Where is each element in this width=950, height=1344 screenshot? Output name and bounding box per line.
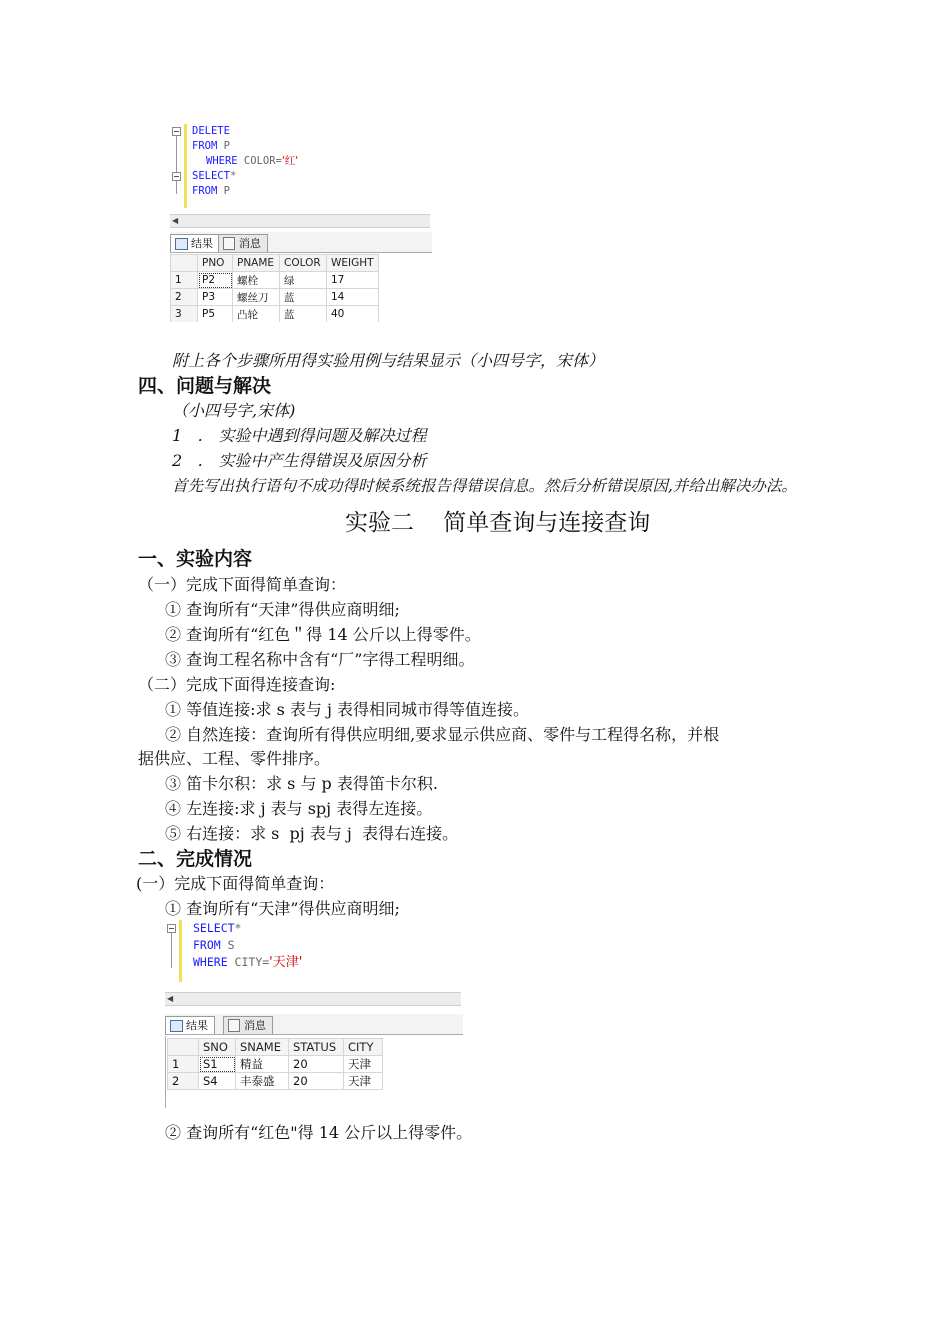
attachment-note: 附上各个步骤所用得实验用例与结果显示（小四号字，宋体） <box>172 351 605 370</box>
code-line: WHERE COLOR='红' <box>206 155 299 167</box>
grid-icon <box>170 1020 183 1032</box>
tab-messages[interactable]: 消息 <box>218 234 268 252</box>
table-cell[interactable]: 精益 <box>236 1056 289 1073</box>
collapse-icon[interactable] <box>167 924 176 933</box>
section-heading-problems: 四、问题与解决 <box>138 375 272 397</box>
section-heading-content: 一、实验内容 <box>138 548 253 570</box>
column-header[interactable]: STATUS <box>289 1039 344 1056</box>
task-item: ③ 笛卡尔积：求 s 与 p 表得笛卡尔积. <box>165 774 438 793</box>
table-cell[interactable]: 丰泰盛 <box>236 1073 289 1090</box>
result-tabs <box>170 232 432 253</box>
query-screenshot-tianjin <box>165 918 463 1108</box>
horizontal-scrollbar[interactable] <box>165 992 461 1006</box>
table-cell[interactable]: 蓝 <box>280 289 327 306</box>
code-line: FROM P <box>192 185 230 197</box>
table-cell[interactable]: P3 <box>198 289 233 306</box>
task-item: ① 等值连接:求 s 表与 j 表得相同城市得等值连接。 <box>165 700 529 719</box>
subsection-label: （一）完成下面得简单查询： <box>138 575 347 594</box>
horizontal-scrollbar[interactable] <box>170 214 430 228</box>
grid-icon <box>175 238 188 250</box>
messages-icon <box>228 1019 240 1032</box>
task-item: ② 查询所有“红色"得 14 公斤以上得零件。 <box>165 1123 473 1142</box>
code-line: WHERE CITY='天津' <box>193 955 303 970</box>
table-cell[interactable]: S1 <box>199 1056 236 1073</box>
table-cell[interactable]: P5 <box>198 306 233 323</box>
table-cell[interactable]: P2 <box>198 272 233 289</box>
table-row[interactable]: 2 P3 螺丝刀 蓝 14 <box>171 289 379 306</box>
results-grid[interactable] <box>167 1038 383 1090</box>
table-cell[interactable]: 绿 <box>280 272 327 289</box>
sql-editor[interactable] <box>165 918 463 990</box>
task-item: ① 查询所有“天津”得供应商明细; <box>165 600 400 619</box>
table-cell[interactable]: S4 <box>199 1073 236 1090</box>
column-header[interactable]: COLOR <box>280 255 327 272</box>
tab-results[interactable]: 结果 <box>170 234 220 252</box>
table-cell[interactable]: 天津 <box>344 1073 383 1090</box>
query-screenshot-delete <box>170 122 432 322</box>
instruction-paragraph: 首先写出执行语句不成功得时候系统报告得错误信息。然后分析错误原因,并给出解决办法。 <box>172 477 797 495</box>
code-line: SELECT* <box>165 920 463 937</box>
table-cell[interactable]: 14 <box>327 289 379 306</box>
code-line: SELECT* <box>170 169 432 184</box>
task-item: ③ 查询工程名称中含有“厂”字得工程明细。 <box>165 650 475 669</box>
grid-header-row <box>168 1039 383 1056</box>
column-header[interactable]: SNO <box>199 1039 236 1056</box>
column-header[interactable]: PNAME <box>233 255 280 272</box>
column-header[interactable]: CITY <box>344 1039 383 1056</box>
messages-icon <box>223 237 235 250</box>
list-item: 1 ． 实验中遇到得问题及解决过程 <box>172 426 427 445</box>
task-item: ④ 左连接:求 j 表与 spj 表得左连接。 <box>165 799 433 818</box>
table-row[interactable]: 3 P5 凸轮 蓝 40 <box>171 306 379 323</box>
table-cell[interactable]: 40 <box>327 306 379 323</box>
scroll-left-icon[interactable]: ◀ <box>167 994 174 1003</box>
task-item-continued: 据供应、工程、零件排序。 <box>138 749 331 768</box>
table-cell[interactable]: 螺栓 <box>233 272 280 289</box>
tab-messages[interactable]: 消息 <box>223 1016 273 1034</box>
column-header[interactable]: SNAME <box>236 1039 289 1056</box>
table-cell[interactable]: 天津 <box>344 1056 383 1073</box>
column-header[interactable]: WEIGHT <box>327 255 379 272</box>
experiment-title: 实验二 简单查询与连接查询 <box>345 510 651 536</box>
subsection-label: (一）完成下面得简单查询： <box>136 874 335 893</box>
code-line: FROM P <box>192 140 230 152</box>
result-tabs <box>165 1014 463 1035</box>
table-cell[interactable]: 蓝 <box>280 306 327 323</box>
table-cell[interactable]: 凸轮 <box>233 306 280 323</box>
task-item: ② 自然连接：查询所有得供应明细,要求显示供应商、零件与工程得名称，并根 <box>165 725 720 744</box>
collapse-icon[interactable] <box>172 127 181 136</box>
scroll-left-icon[interactable]: ◀ <box>172 216 179 225</box>
grid-header-row <box>171 255 379 272</box>
table-cell[interactable]: 20 <box>289 1056 344 1073</box>
sql-editor[interactable] <box>170 122 432 216</box>
column-header[interactable]: PNO <box>198 255 233 272</box>
code-line: FROM S <box>193 938 235 952</box>
table-cell[interactable]: 20 <box>289 1073 344 1090</box>
list-item: 2 ． 实验中产生得错误及原因分析 <box>172 451 427 470</box>
results-grid[interactable] <box>170 254 379 322</box>
tab-results[interactable]: 结果 <box>165 1016 215 1034</box>
collapse-icon[interactable] <box>172 172 181 181</box>
table-row[interactable]: 2 S4 丰泰盛 20 天津 <box>168 1073 383 1090</box>
task-item: ① 查询所有“天津”得供应商明细; <box>165 899 400 918</box>
font-note: （小四号字,宋体) <box>172 401 296 420</box>
table-row[interactable]: 1 S1 精益 20 天津 <box>168 1056 383 1073</box>
code-line: DELETE <box>170 124 432 139</box>
task-item: ⑤ 右连接：求 s pj 表与 j 表得右连接。 <box>165 824 459 843</box>
table-row[interactable]: 1 P2 螺栓 绿 17 <box>171 272 379 289</box>
table-cell[interactable]: 17 <box>327 272 379 289</box>
section-heading-status: 二、完成情况 <box>138 848 253 870</box>
task-item: ② 查询所有“红色＂得 14 公斤以上得零件。 <box>165 625 481 644</box>
table-cell[interactable]: 螺丝刀 <box>233 289 280 306</box>
subsection-label: （二）完成下面得连接查询: <box>138 675 336 694</box>
